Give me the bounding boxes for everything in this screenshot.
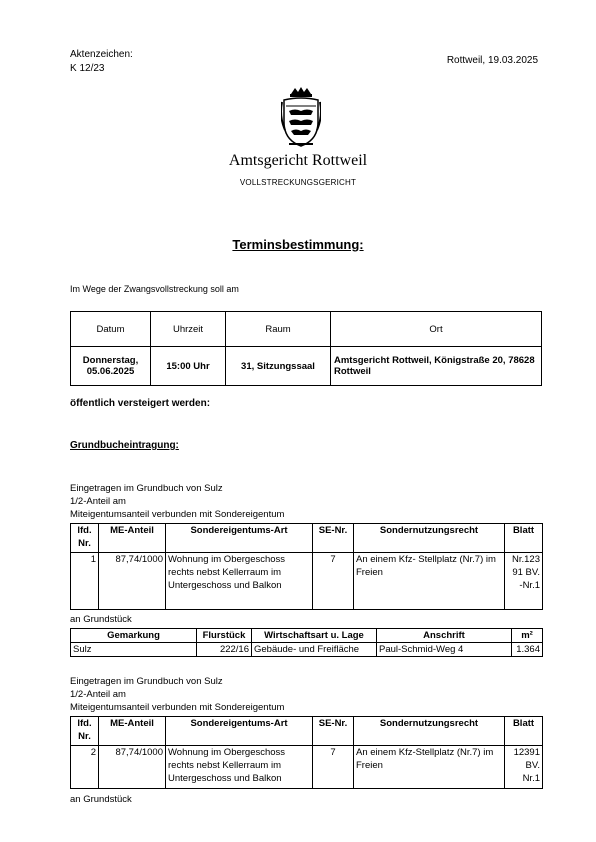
table-row [71,553,543,610]
entry1-flurstueck: 222/16 [197,643,252,657]
entry1-anschrift: Paul-Schmid-Weg 4 [377,643,512,657]
entry1-snr: An einem Kfz- Stellplatz (Nr.7) im Freien [354,553,505,610]
entry1-grundstueck-table [70,628,543,657]
entry1-line2: 1/2-Anteil am [70,496,126,507]
entry1-line3: Miteigentumsanteil verbunden mit Sondereigentum [70,509,285,520]
gs-header-gemarkung: Gemarkung [71,629,197,643]
aktenzeichen-label: Aktenzeichen: [70,49,133,60]
gs-header-wirtschaftsart: Wirtschaftsart u. Lage [252,629,377,643]
entry2-se-table [70,716,543,789]
termin-ort: Amtsgericht Rottweil, Königstraße 20, 78628 Rottweil [331,347,542,386]
entry1-wirtschaftsart: Gebäude- und Freifläche [252,643,377,657]
se-header-row [71,717,543,746]
se-header-snr: Sondernutzungsrecht [354,717,505,746]
gs-header-flurstueck: Flurstück [197,629,252,643]
header-ort: Ort [331,312,542,347]
termin-datum: Donnerstag, 05.06.2025 [71,347,151,386]
table-row [71,746,543,789]
entry2-snr: An einem Kfz-Stellplatz (Nr.7) im Freien [354,746,505,789]
termin-table [70,311,542,386]
header-uhrzeit: Uhrzeit [151,312,226,347]
se-header-lfd: lfd. Nr. [71,524,99,553]
entry1-se-table [70,523,543,610]
entry2-senr: 7 [313,746,354,789]
court-division: VOLLSTRECKUNGSGERICHT [239,178,357,187]
gs-header-row [71,629,543,643]
header-raum: Raum [226,312,331,347]
versteigert-text: öffentlich versteigert werden: [70,398,211,409]
coat-of-arms-icon [281,86,321,148]
se-header-lfd: lfd. Nr. [71,717,99,746]
termin-value-row [71,347,542,386]
entry2-an-grundstueck: an Grundstück [70,794,132,805]
aktenzeichen-block [70,48,133,76]
entry1-lfd: 1 [71,553,99,610]
entry1-m2: 1.364 [512,643,543,657]
entry2-line3: Miteigentumsanteil verbunden mit Sondereigentum [70,702,285,713]
termin-uhrzeit: 15:00 Uhr [151,347,226,386]
entry2-lfd: 2 [71,746,99,789]
entry2-line1: Eingetragen im Grundbuch von Sulz [70,676,223,687]
aktenzeichen-value: K 12/23 [70,63,105,74]
se-header-me: ME-Anteil [99,717,166,746]
termin-raum: 31, Sitzungssaal [226,347,331,386]
se-header-blatt: Blatt [505,524,543,553]
entry1-blatt: Nr.123 91 BV. -Nr.1 [505,553,543,610]
se-header-art: Sondereigentums-Art [166,717,313,746]
entry1-line1: Eingetragen im Grundbuch von Sulz [70,483,223,494]
se-header-snr: Sondernutzungsrecht [354,524,505,553]
se-header-senr: SE-Nr. [313,717,354,746]
gs-header-anschrift: Anschrift [377,629,512,643]
grundbuch-heading: Grundbucheintragung: [70,440,179,451]
entry1-an-grundstueck: an Grundstück [70,614,132,625]
page-title: Terminsbestimmung: [232,237,364,252]
entry2-me: 87,74/1000 [99,746,166,789]
entry2-art: Wohnung im Obergeschoss rechts nebst Kellerraum im Untergeschoss und Balkon [166,746,313,789]
court-name: Amtsgericht Rottweil [228,152,368,169]
entry2-line2: 1/2-Anteil am [70,689,126,700]
entry1-senr: 7 [313,553,354,610]
entry1-me: 87,74/1000 [99,553,166,610]
header-datum: Datum [71,312,151,347]
se-header-art: Sondereigentums-Art [166,524,313,553]
intro-text: Im Wege der Zwangsvollstreckung soll am [70,284,239,294]
termin-header-row [71,312,542,347]
table-row [71,643,543,657]
se-header-me: ME-Anteil [99,524,166,553]
gs-header-m2: m² [512,629,543,643]
entry1-art: Wohnung im Obergeschoss rechts nebst Kellerraum im Untergeschoss und Balkon [166,553,313,610]
se-header-senr: SE-Nr. [313,524,354,553]
se-header-blatt: Blatt [505,717,543,746]
entry1-gemarkung: Sulz [71,643,197,657]
place-date: Rottweil, 19.03.2025 [446,55,538,66]
se-header-row [71,524,543,553]
entry2-blatt: 12391 BV. Nr.1 [505,746,543,789]
